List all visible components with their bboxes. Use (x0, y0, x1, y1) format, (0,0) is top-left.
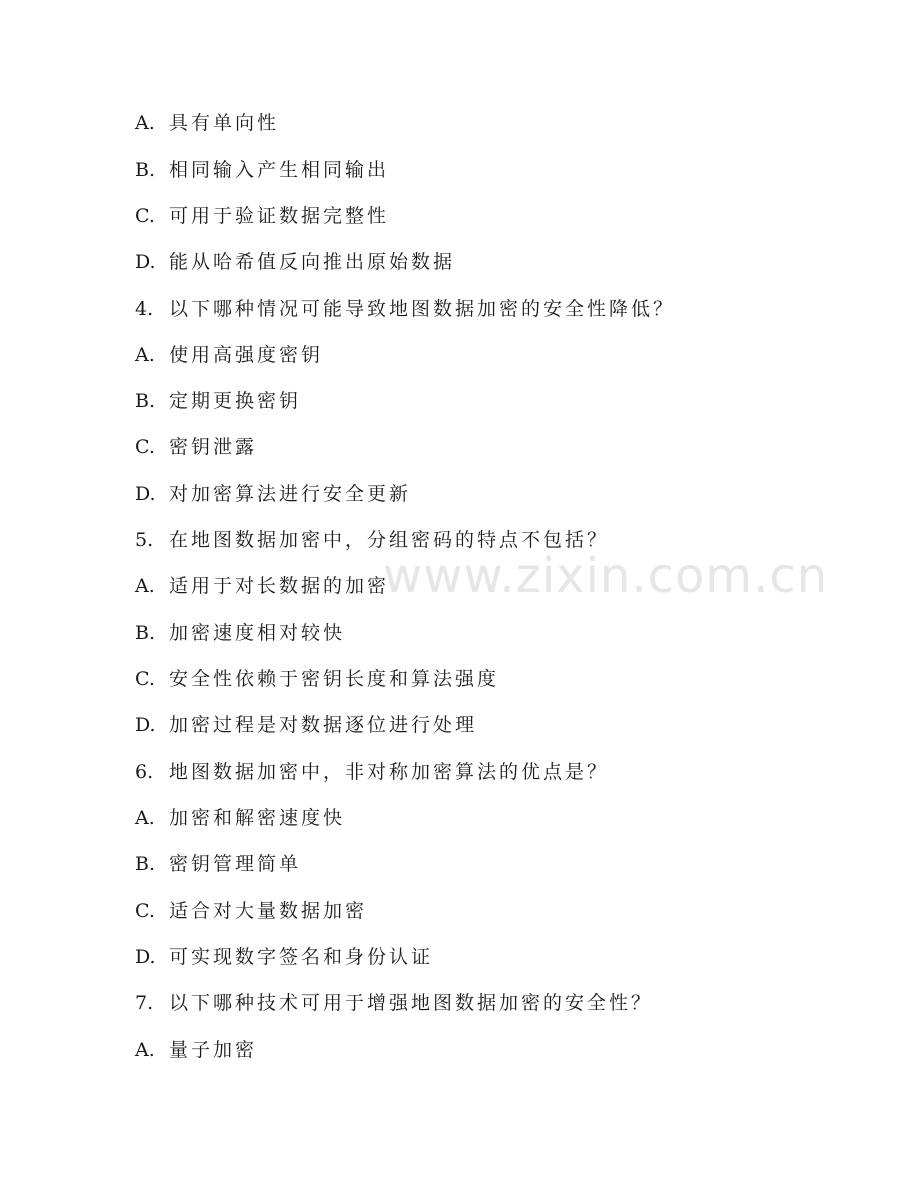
option-line (135, 896, 367, 926)
option-text: 适用于对长数据的加密 (169, 575, 390, 597)
option-label: B. (135, 622, 156, 644)
option-label: B. (135, 159, 156, 181)
option-text: 密钥管理简单 (169, 853, 302, 875)
option-text: 具有单向性 (169, 112, 280, 134)
option-label: A. (135, 112, 155, 134)
question-text: 以下哪种技术可用于增强地图数据加密的安全性？ (169, 992, 654, 1014)
question-line (135, 294, 675, 324)
option-line (135, 108, 279, 138)
option-label: A. (135, 807, 155, 829)
option-label: A. (135, 1039, 155, 1061)
option-line (135, 849, 301, 879)
option-line (135, 710, 477, 740)
option-label: B. (135, 390, 156, 412)
option-line (135, 571, 389, 601)
question-number: 5. (135, 529, 154, 551)
option-line (135, 386, 301, 416)
option-label: B. (135, 853, 156, 875)
question-text: 在地图数据加密中，分组密码的特点不包括？ (169, 529, 610, 551)
option-line (135, 942, 433, 972)
option-label: D. (135, 946, 156, 968)
option-line (135, 155, 389, 185)
option-line (135, 479, 411, 509)
question-line (135, 525, 609, 555)
option-label: D. (135, 714, 156, 736)
option-line (135, 201, 389, 231)
option-label: C. (135, 668, 155, 690)
option-label: C. (135, 436, 155, 458)
option-label: D. (135, 251, 156, 273)
option-line (135, 618, 345, 648)
option-line (135, 340, 323, 370)
option-text: 加密和解密速度快 (169, 807, 346, 829)
option-line (135, 432, 257, 462)
option-text: 可实现数字签名和身份认证 (169, 946, 434, 968)
option-text: 加密速度相对较快 (169, 622, 346, 644)
option-line (135, 664, 499, 694)
option-label: C. (135, 900, 155, 922)
question-number: 7. (135, 992, 154, 1014)
option-text: 适合对大量数据加密 (169, 900, 368, 922)
option-text: 定期更换密钥 (169, 390, 302, 412)
option-line (135, 803, 345, 833)
question-line (135, 988, 653, 1018)
question-number: 6. (135, 761, 154, 783)
option-text: 密钥泄露 (169, 436, 258, 458)
option-text: 安全性依赖于密钥长度和算法强度 (169, 668, 500, 690)
question-text: 以下哪种情况可能导致地图数据加密的安全性降低？ (169, 298, 676, 320)
question-text: 地图数据加密中，非对称加密算法的优点是？ (169, 761, 610, 783)
option-text: 对加密算法进行安全更新 (169, 483, 412, 505)
option-label: A. (135, 575, 155, 597)
option-label: C. (135, 205, 155, 227)
question-line (135, 757, 609, 787)
question-number: 4. (135, 298, 154, 320)
option-line (135, 1035, 257, 1065)
option-text: 能从哈希值反向推出原始数据 (169, 251, 456, 273)
option-label: D. (135, 483, 156, 505)
option-label: A. (135, 344, 155, 366)
option-text: 使用高强度密钥 (169, 344, 324, 366)
option-text: 量子加密 (169, 1039, 258, 1061)
option-line (135, 247, 455, 277)
option-text: 加密过程是对数据逐位进行处理 (169, 714, 478, 736)
option-text: 可用于验证数据完整性 (169, 205, 390, 227)
option-text: 相同输入产生相同输出 (169, 159, 390, 181)
watermark: www.zixin.com.cn (383, 548, 829, 604)
